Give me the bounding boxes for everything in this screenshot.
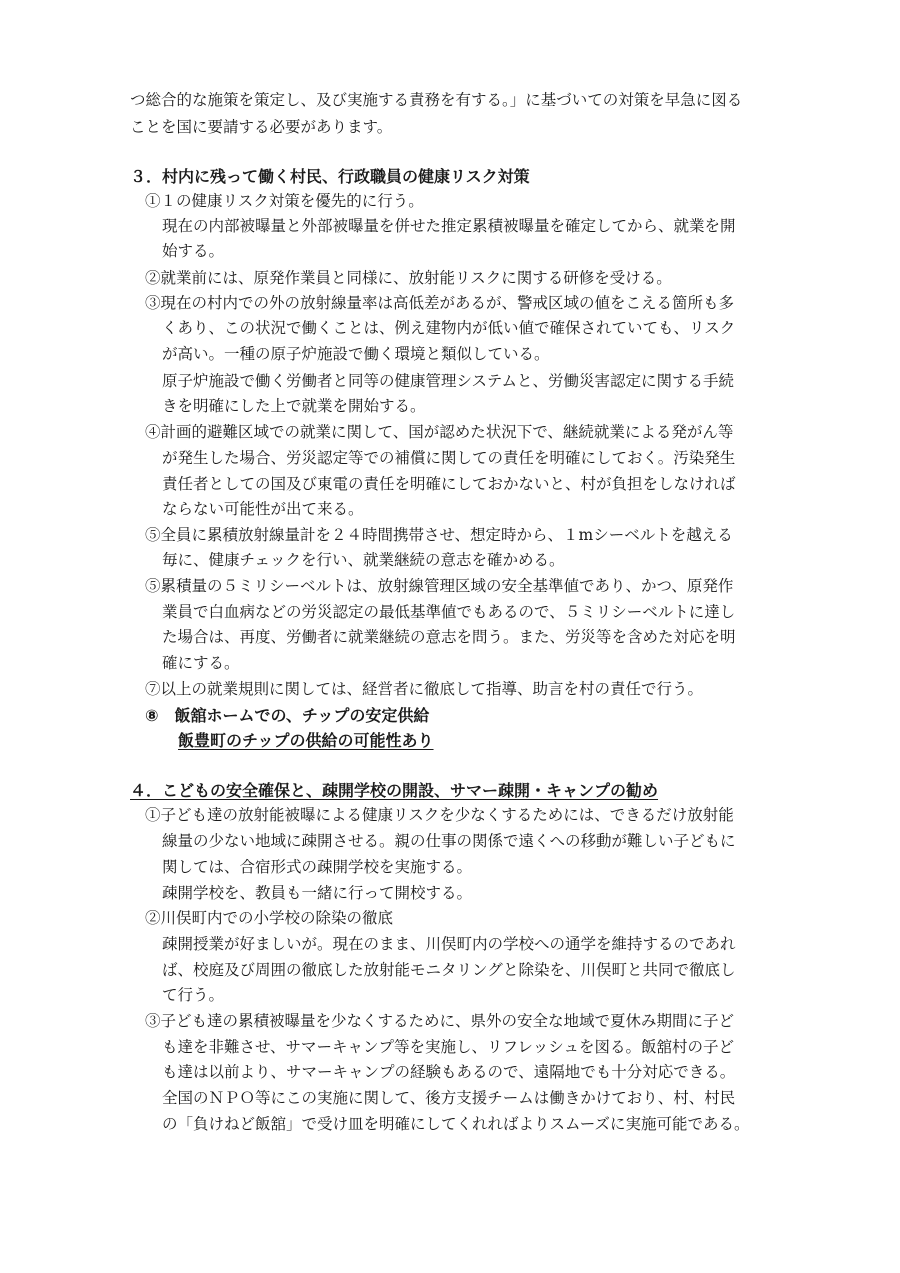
section3-line: ④計画的避難区域での就業に関して、国が認めた状況下で、継続就業による発がん等 (145, 423, 734, 441)
section4-line: 線量の少ない地域に疎開させる。親の仕事の関係で遠くへの移動が難しい子どもに (162, 832, 736, 850)
section4-line: の「負けねど飯舘」で受け皿を明確にしてくれればよりスムーズに実施可能である。 (162, 1115, 750, 1133)
section3-line: ⑦以上の就業規則に関しては、経営者に徹底して指導、助言を村の責任で行う。 (145, 680, 704, 698)
section3-line: ①１の健康リスク対策を優先的に行う。 (145, 192, 424, 210)
section4-line: 全国のＮＰＯ等にこの実施に関して、後方支援チームは働きかけており、村、村民 (162, 1089, 736, 1107)
section3-line: 毎に、健康チェックを行い、就業継続の意志を確かめる。 (162, 551, 565, 569)
section4-line: て行う。 (162, 986, 225, 1004)
section3-line: ならない可能性が出て来る。 (162, 500, 364, 518)
section3-line: ⑤全員に累積放射線量計を２４時間携帯させ、想定時から、１mシーベルトを越える (145, 526, 733, 544)
section4-line: ②川俣町内での小学校の除染の徹底 (145, 909, 394, 927)
section3-heading: ３．村内に残って働く村民、行政職員の健康リスク対策 (130, 167, 530, 186)
section4-line: ①子ども達の放射能被曝による健康リスクを少なくするためには、できるだけ放射能 (145, 806, 734, 824)
section4-line: 疎開授業が好ましいが。現在のまま、川俣町内の学校への通学を維持するのであれ (162, 935, 736, 953)
section3-line: ③現在の村内での外の放射線量率は高低差があるが、警戒区域の値をこえる箇所も多 (145, 294, 735, 312)
section4-heading: ４．こどもの安全確保と、疎開学校の開設、サマー疎開・キャンプの勧め (130, 781, 659, 800)
section3-line: ⑤累積量の５ミリシーベルトは、放射線管理区域の安全基準値であり、かつ、原発作 (145, 577, 734, 595)
section3-line: が発生した場合、労災認定等での補償に関しての責任を明確にしておく。汚染発生 (162, 449, 736, 467)
section3-line: くあり、この状況で働くことは、例え建物内が低い値で確保されていても、リスク (162, 319, 736, 337)
section3-line: が高い。一種の原子炉施設で働く環境と類似している。 (162, 345, 550, 363)
item8-subtitle: 飯豊町のチップの供給の可能性あり (178, 731, 434, 750)
section4-line: も達は以前より、サマーキャンプの経験もあるので、遠隔地でも十分対応できる。 (162, 1063, 736, 1081)
section3-line: ②就業前には、原発作業員と同様に、放射能リスクに関する研修を受ける。 (145, 269, 672, 287)
section3-line: 原子炉施設で働く労働者と同等の健康管理システムと、労働災害認定に関する手続 (162, 372, 734, 390)
intro-line: つ総合的な施策を策定し、及び実施する責務を有する。」に基づいての対策を早急に図る (130, 91, 743, 109)
section3-line: 現在の内部被曝量と外部被曝量を併せた推定累積被曝量を確定してから、就業を開 (162, 217, 736, 235)
section3-line: 責任者としての国及び東電の責任を明確にしておかないと、村が負担をしなければ (162, 475, 736, 493)
section3-line: 業員で白血病などの労災認定の最低基準値でもあるので、５ミリシーベルトに達し (162, 603, 736, 621)
item8-title: ⑧ 飯舘ホームでの、チップの安定供給 (145, 706, 430, 725)
section3-line: た場合は、再度、労働者に就業継続の意志を問う。また、労災等を含めた対応を明 (162, 628, 736, 646)
section4-line: ③子ども達の累積被曝量を少なくするために、県外の安全な地域で夏休み期間に子ど (145, 1012, 735, 1030)
section4-line: 関しては、合宿形式の疎開学校を実施する。 (162, 858, 473, 876)
section3-line: きを明確にした上で就業を開始する。 (162, 397, 426, 415)
section4-line: ば、校庭及び周囲の徹底した放射能モニタリングと除染を、川俣町と共同で徹底し (162, 961, 736, 979)
section3-line: 始する。 (162, 242, 225, 260)
section3-line: 確にする。 (162, 654, 240, 672)
section4-line: 疎開学校を、教員も一緒に行って開校する。 (162, 884, 473, 902)
section4-line: も達を非難させ、サマーキャンプ等を実施し、リフレッシュを図る。飯舘村の子ど (162, 1038, 734, 1056)
intro-line: ことを国に要請する必要があります。 (130, 118, 393, 136)
